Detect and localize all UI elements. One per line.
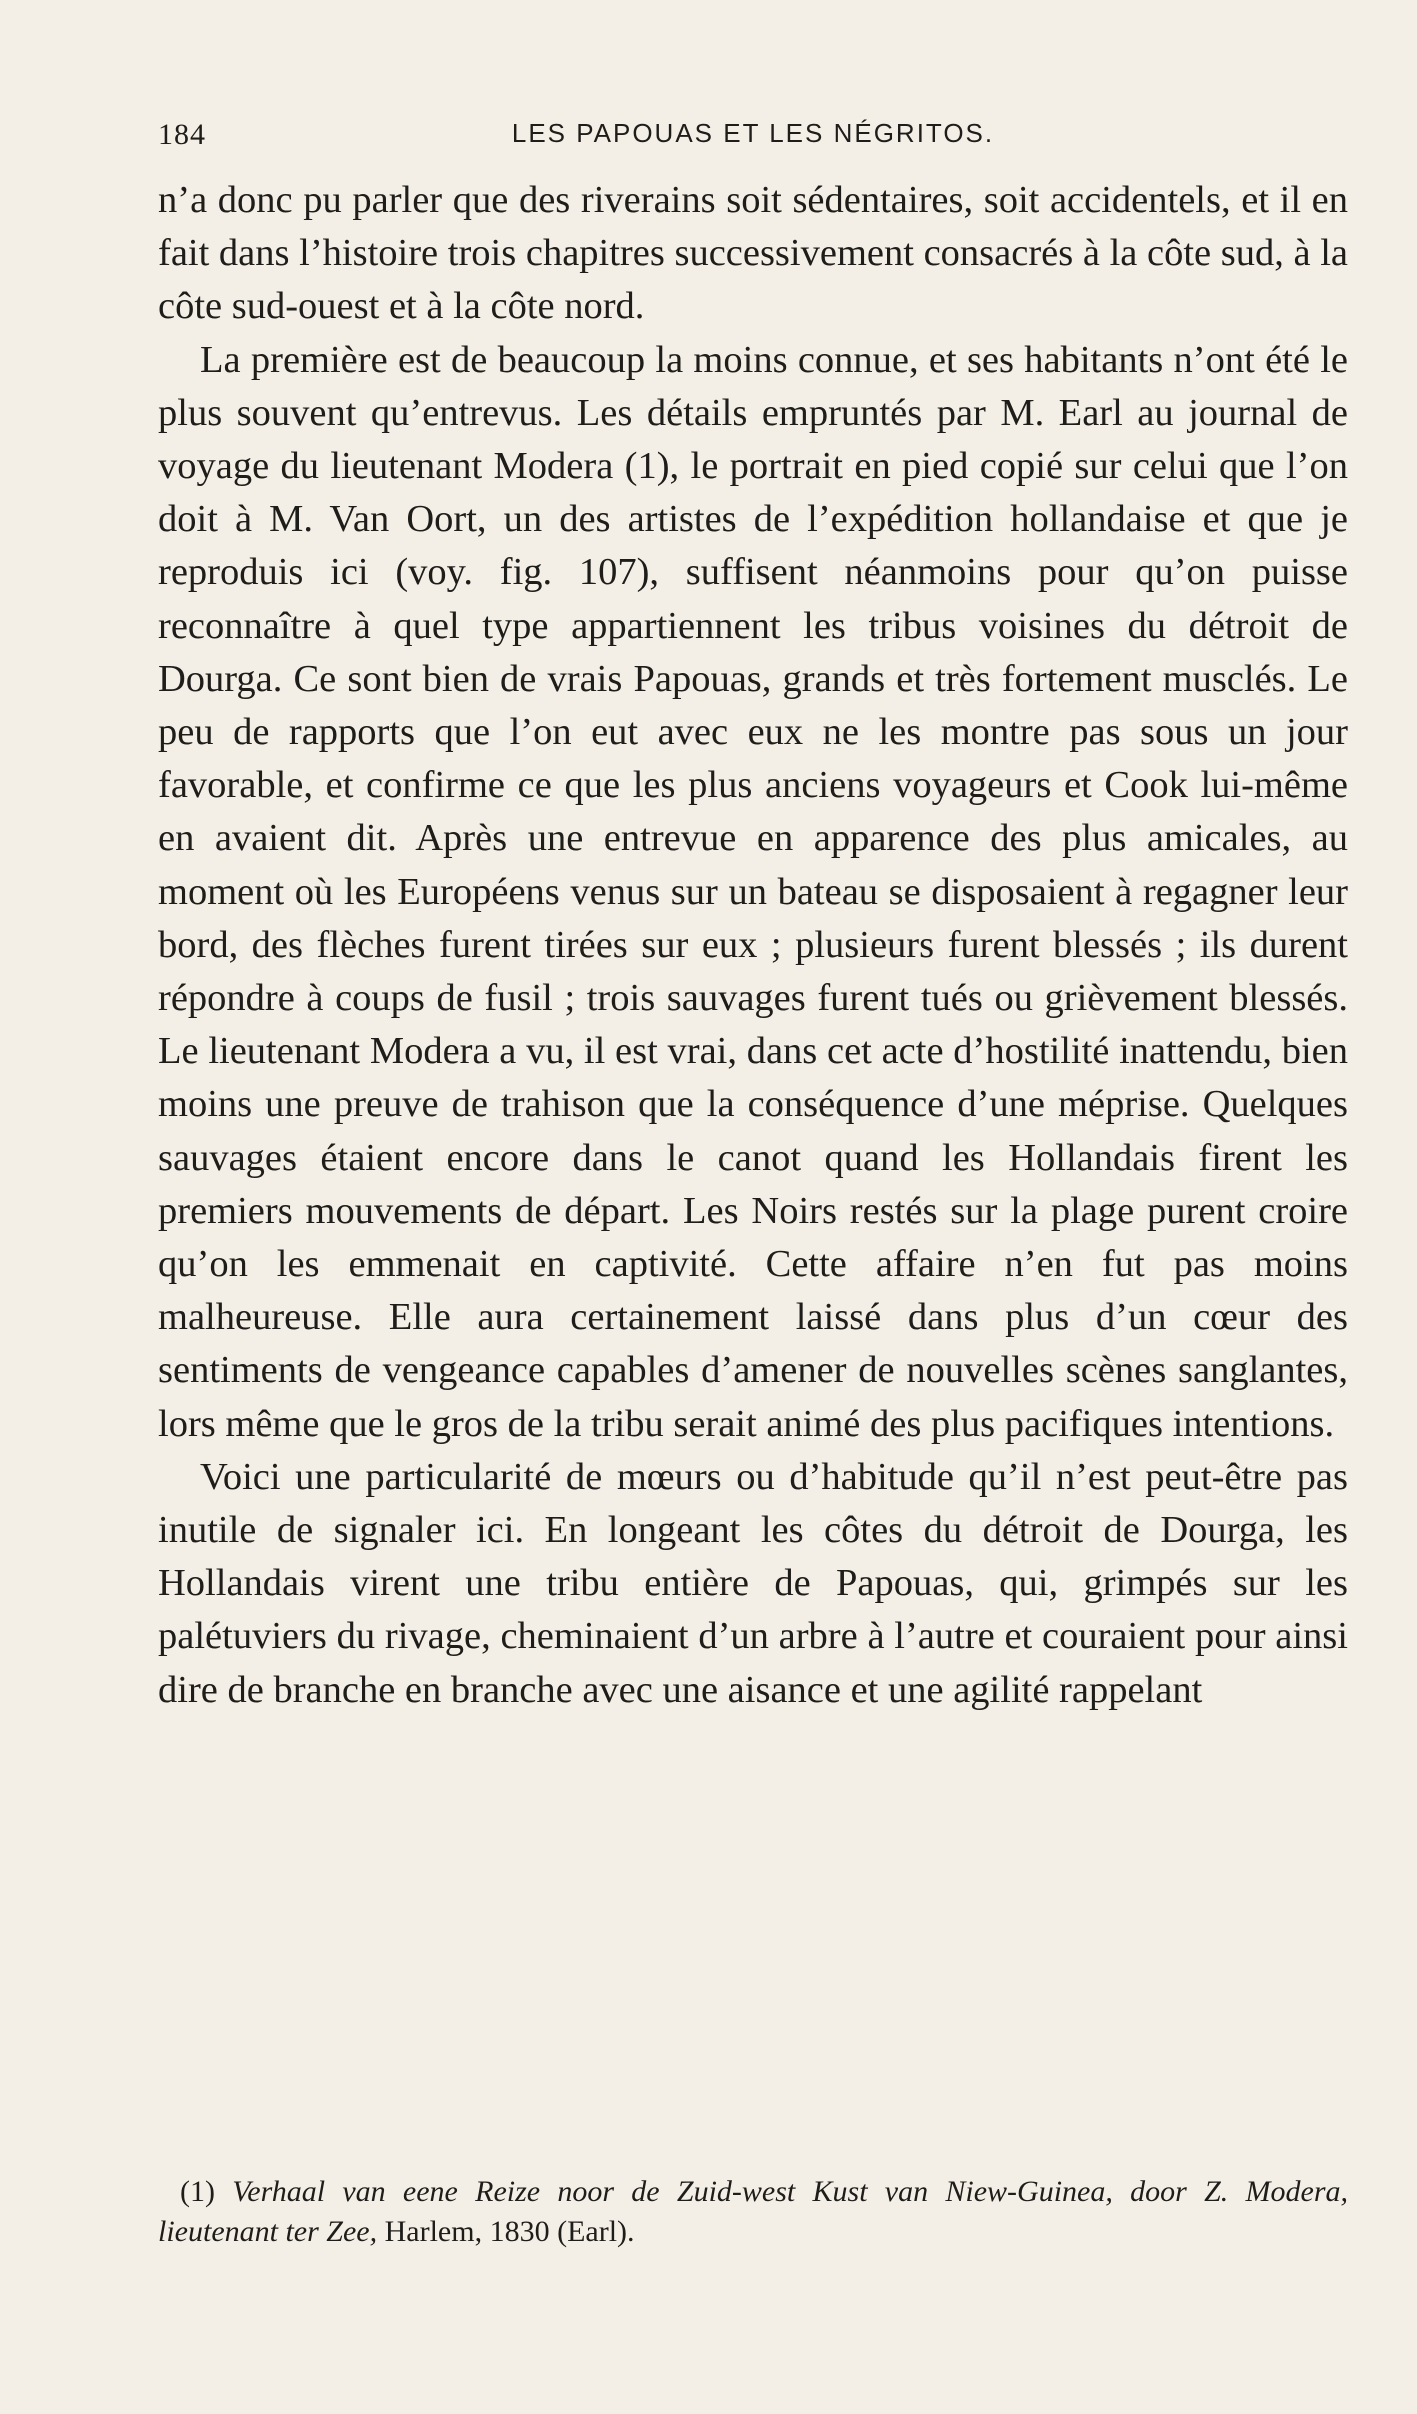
page-number: 184 <box>158 118 206 151</box>
footnote-tail: Harlem, 1830 (Earl). <box>384 2215 635 2248</box>
paragraph-2: La première est de beaucoup la moins connue, et ses habitants n’ont été le plus souvent qu’entrevus. Les détails empruntés par M. Earl au journal de voyage du lieutenant Modera (1), le portrait en pied copié sur celui que l’on doit à M. Van Oort, un des artistes de l’expédition hollandaise et que je reproduis ici (voy. fig. 107), suffisent néanmoins pour qu’on puisse reconnaître à quel type appartiennent les tribus voisines du détroit de Dourga. Ce sont bien de vrais Papouas, grands et très fortement musclés. Le peu de rapports que l’on eut avec eux ne les montre pas sous un jour favorable, et confirme ce que les plus anciens voyageurs et Cook lui-même en avaient dit. Après une entrevue en apparence des plus amicales, au moment où les Européens venus sur un bateau se disposaient à regagner leur bord, des flèches furent tirées sur eux ; plusieurs furent blessés ; ils durent répondre à coups de fusil ; trois sauvages furent tués ou grièvement blessés. Le lieutenant Modera a vu, il est vrai, dans cet acte d’hostilité inattendu, bien moins une preuve de trahison que la conséquence d’une méprise. Quelques sauvages étaient encore dans le canot quand les Hollandais firent les premiers mouvements de départ. Les Noirs restés sur la plage purent croire qu’on les emmenait en captivité. Cette affaire n’en fut pas moins malheureuse. Elle aura certainement laissé dans plus d’un cœur des sentiments de vengeance capables d’amener de nouvelles scènes sanglantes, lors même que le gros de la tribu serait animé des plus pacifiques intentions. <box>158 338 1348 1445</box>
page-header <box>158 118 1348 158</box>
main-text <box>158 174 1348 1717</box>
paragraph-3: Voici une particularité de mœurs ou d’habitude qu’il n’est peut-être pas inutile de signaler ici. En longeant les côtes du détroit de Dourga, les Hollandais virent une tribu entière de Papouas, qui, grimpés sur les palétuviers du rivage, cheminaient d’un arbre à l’autre et couraient pour ainsi dire de branche en branche avec une aisance et une agilité rappelant <box>158 1455 1348 1711</box>
running-title: LES PAPOUAS ET LES NÉGRITOS. <box>511 118 995 148</box>
footnote <box>158 2172 1348 2252</box>
footnote-paragraph <box>158 2172 1348 2252</box>
footnote-author: door Z. Modera, lieutenant ter Zee, <box>158 2175 1349 2248</box>
paragraph-1: n’a donc pu parler que des riverains soit sédentaires, soit accidentels, et il en fait dans l’histoire trois chapitres successivement consacrés à la côte sud, à la côte sud-ouest et à la côte nord. <box>158 179 1348 328</box>
footnote-marker: (1) <box>180 2175 215 2208</box>
footnote-title: Verhaal van eene Reize noor de Zuid-west Kust van Niew-Guinea, <box>232 2175 1113 2208</box>
